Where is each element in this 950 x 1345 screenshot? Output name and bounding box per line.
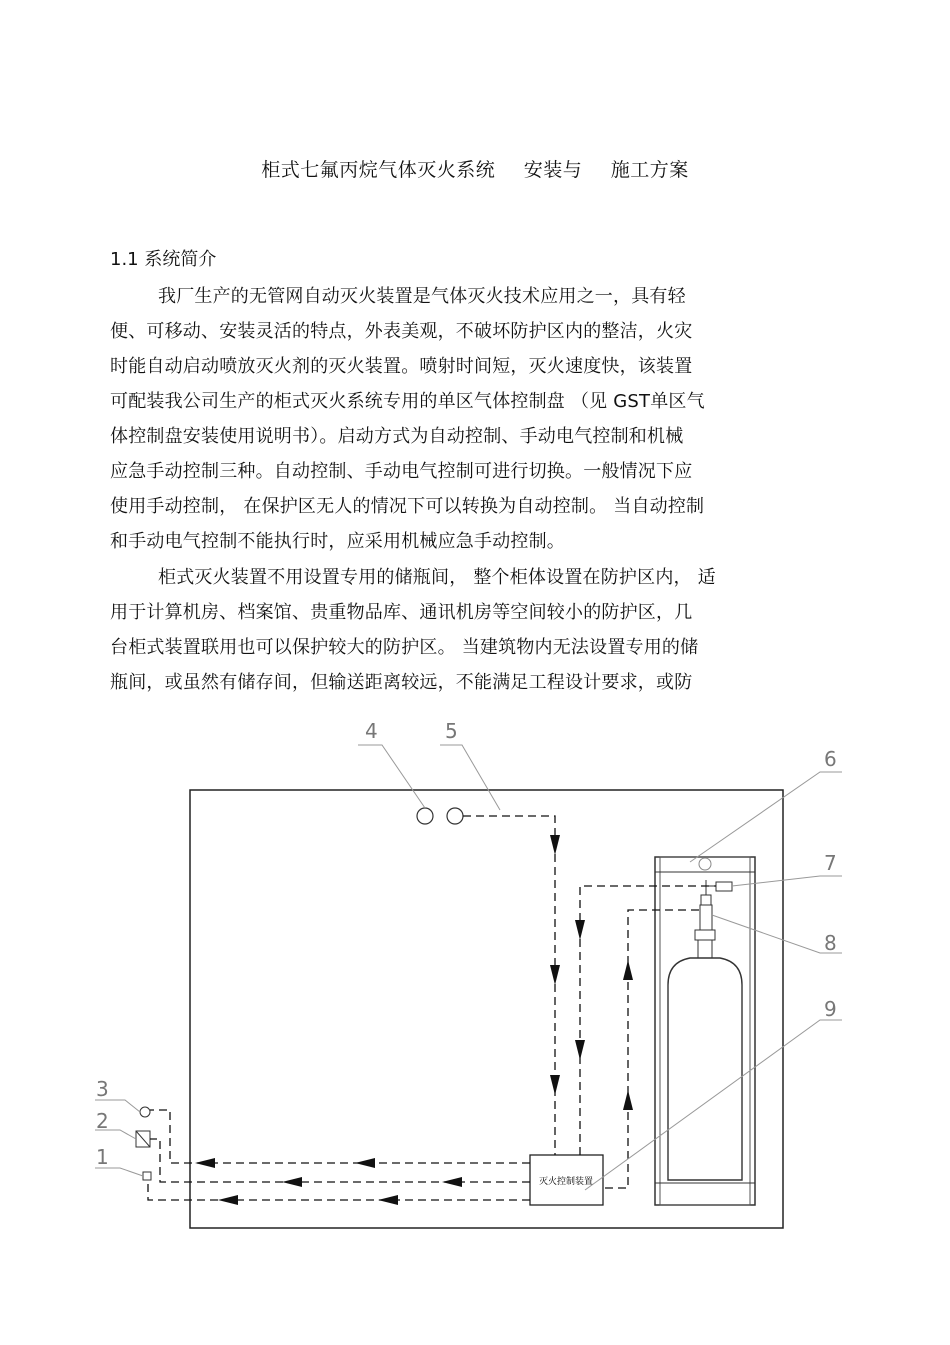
paragraph-line: 便、可移动、安装灵活的特点，外表美观，不破坏防护区内的整洁，火灾 [110,321,693,342]
document-title: 柜式七氟丙烷气体灭火系统 安装与 施工方案 [261,159,689,181]
cabinet-vent-icon [699,858,711,870]
label-9: 9 [824,997,837,1021]
flow-arrows [195,835,633,1205]
paragraph-line: 和手动电气控制不能执行时，应采用机械应急手动控制。 [110,531,565,552]
label-8: 8 [824,931,837,955]
section-heading: 1.1 系统简介 [110,249,217,270]
smoke-detector-icon [417,808,433,824]
paragraph-line: 可配装我公司生产的柜式灭火系统专用的单区气体控制盘 （见 GST单区气 [110,391,705,412]
label-1: 1 [96,1145,109,1169]
controller-label: 灭火控制装置 [538,1177,594,1187]
paragraph-line: 瓶间，或虽然有储存间，但输送距离较远，不能满足工程设计要求，或防 [110,672,693,693]
callout-labels [96,719,837,1169]
paragraph-line: 体控制盘安装使用说明书）。启动方式为自动控制、手动电气控制和机械 [110,426,684,447]
protected-area-outline [190,790,783,1228]
system-diagram [0,700,950,1260]
label-4: 4 [365,719,378,743]
paragraph-line: 使用手动控制， 在保护区无人的情况下可以转换为自动控制。 当自动控制 [110,496,705,517]
paragraph-line: 用于计算机房、档案馆、贵重物品库、通讯机房等空间较小的防护区，几 [110,602,693,623]
label-6: 6 [824,747,837,771]
heat-detector-icon [447,808,463,824]
wiring [148,816,716,1200]
leader-lines [95,745,842,1190]
label-5: 5 [445,719,458,743]
agent-cylinder [668,880,742,1180]
paragraph-line: 我厂生产的无管网自动灭火装置是气体灭火技术应用之一，具有轻 [158,286,686,307]
manual-station-icon [143,1172,151,1180]
paragraph-line: 柜式灭火装置不用设置专用的储瓶间， 整个柜体设置在防护区内， 适 [158,567,716,588]
pressure-switch [716,882,732,891]
paragraph-line: 台柜式装置联用也可以保护较大的防护区。 当建筑物内无法设置专用的储 [110,637,699,658]
label-2: 2 [96,1109,109,1133]
paragraph-line: 时能自动启动喷放灭火剂的灭火装置。喷射时间短，灭火速度快，该装置 [110,356,693,377]
fire-control-unit [530,1155,603,1205]
paragraph-line: 应急手动控制三种。自动控制、手动电气控制可进行切换。一般情况下应 [110,461,693,482]
label-7: 7 [824,851,837,875]
label-3: 3 [96,1077,109,1101]
cabinet [655,857,755,1205]
alarm-bell-icon [140,1107,150,1117]
